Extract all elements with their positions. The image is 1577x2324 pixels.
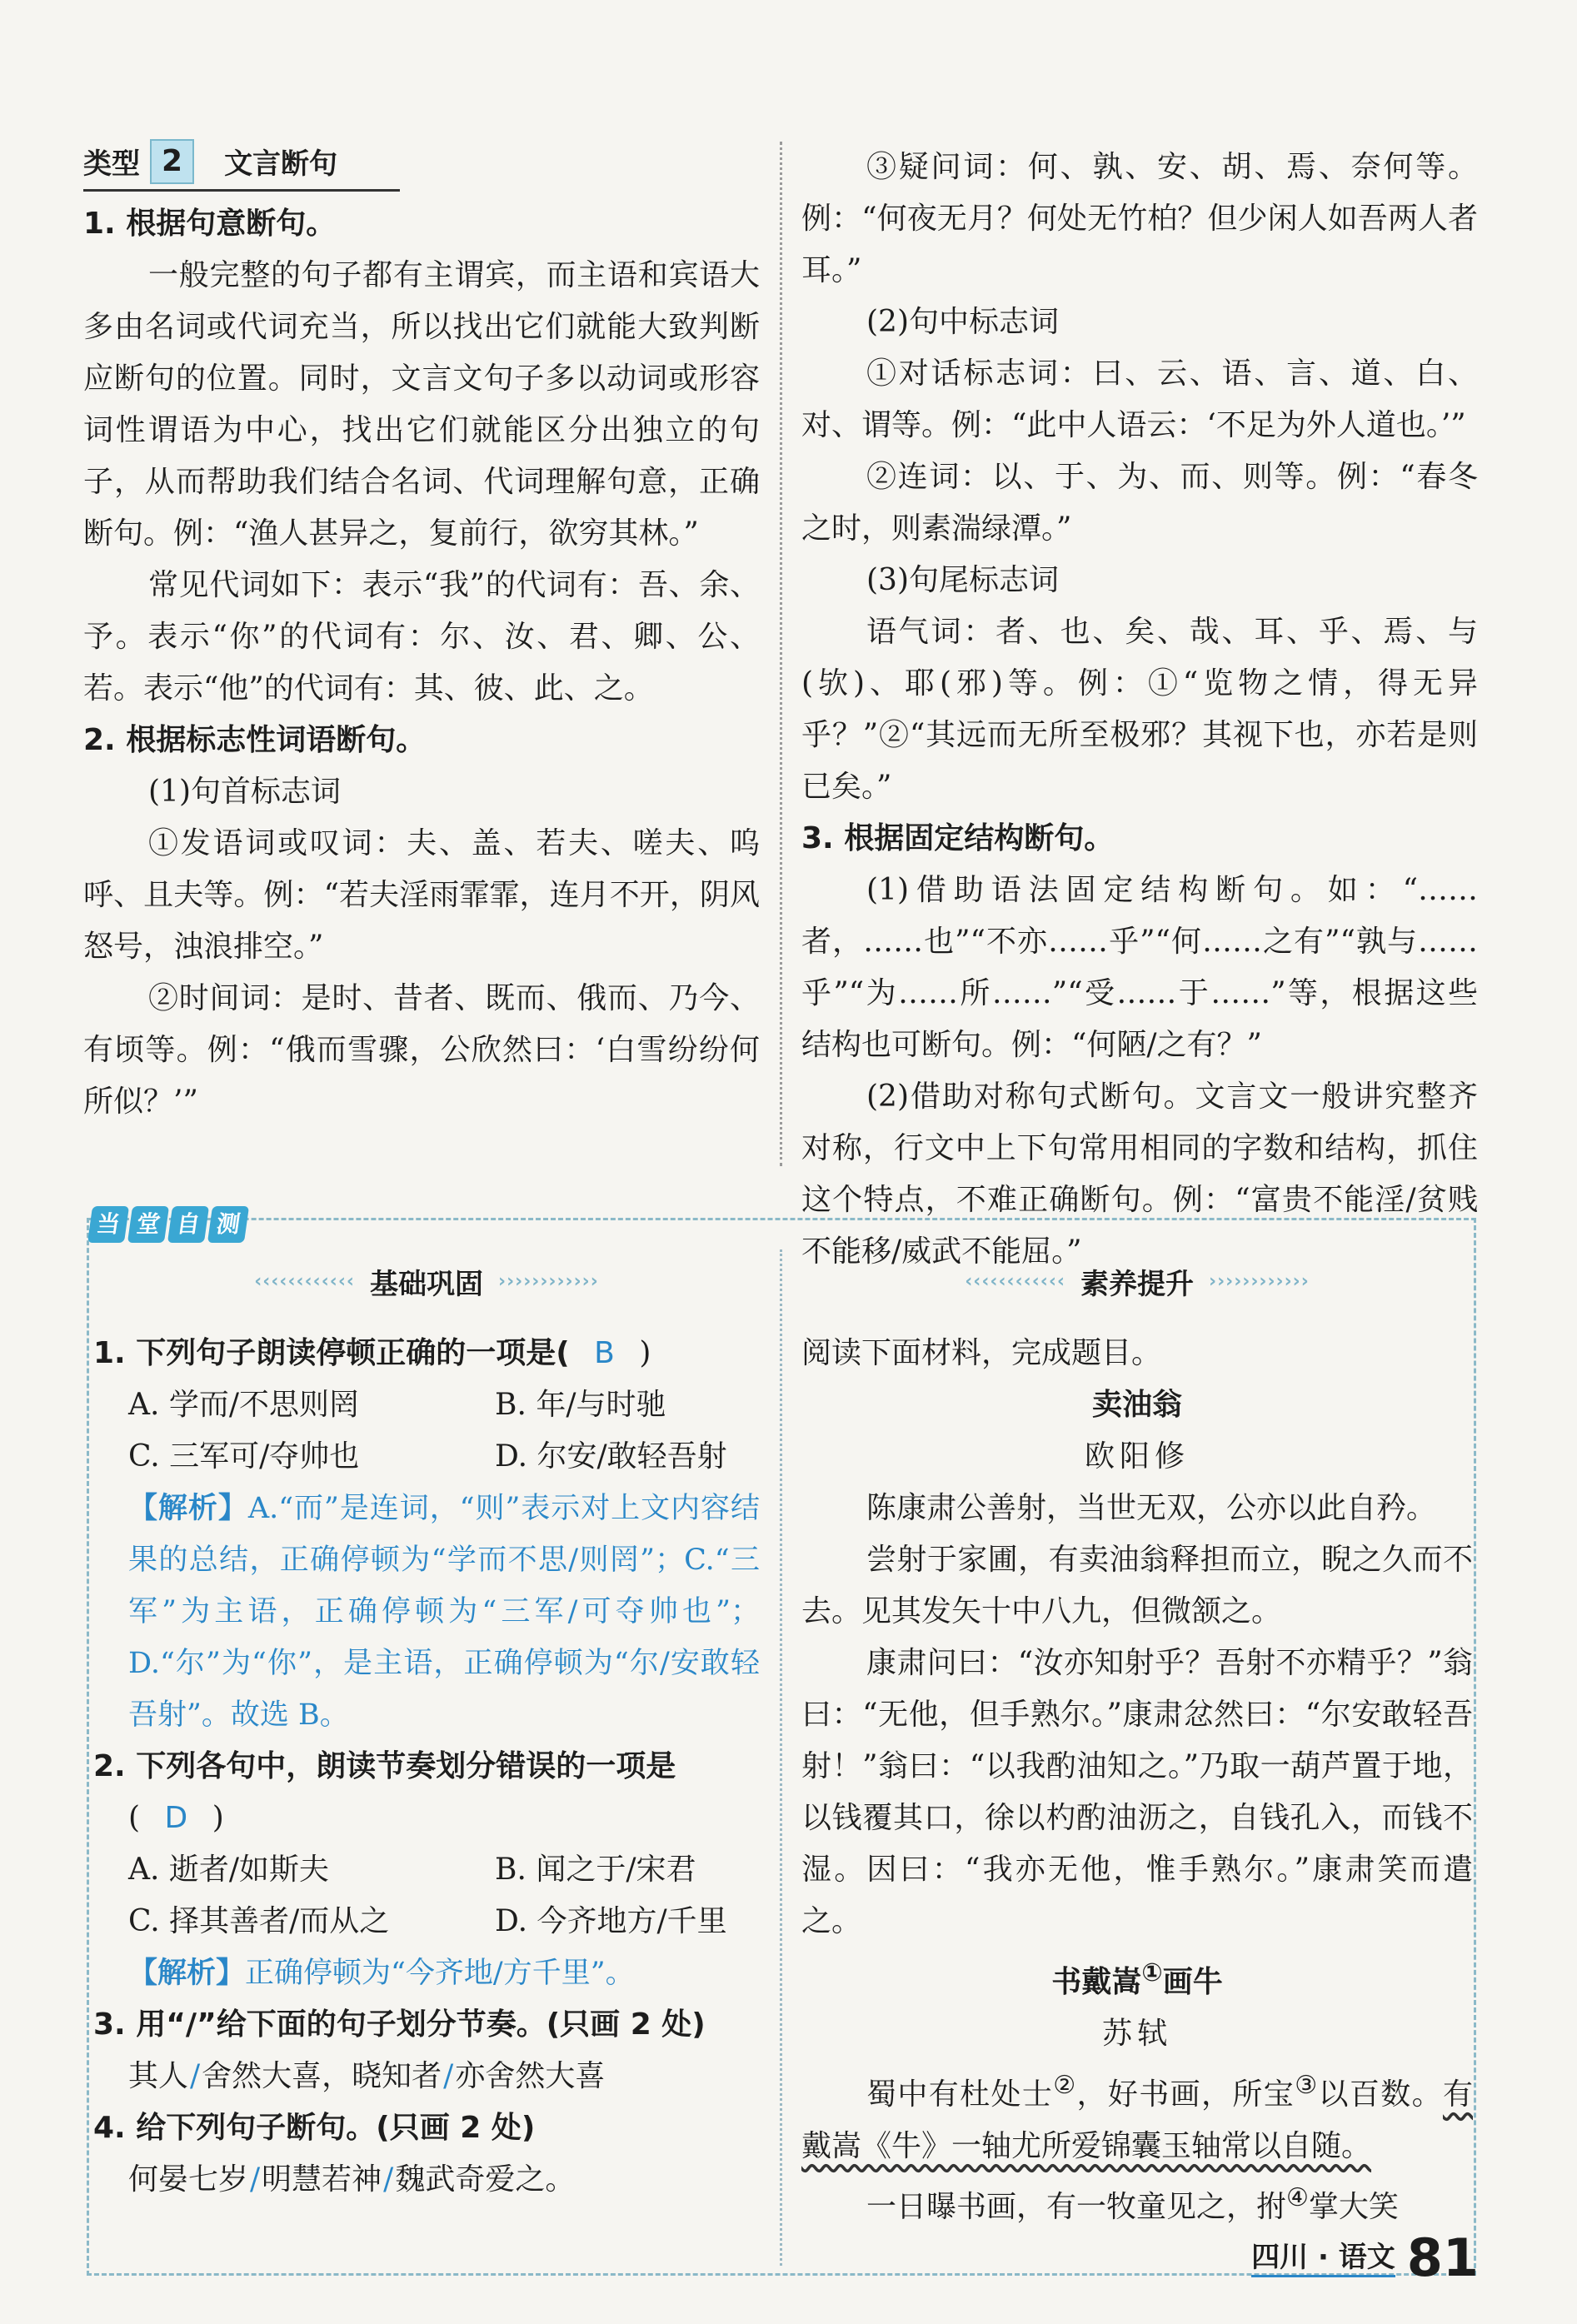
question-stem: 4. 给下列句子断句。(只画 2 处) <box>93 2111 536 2145</box>
options <box>93 1844 760 1947</box>
basic-exercises <box>93 1258 760 2206</box>
classic-author: 苏轼 <box>1101 2017 1172 2051</box>
left-column <box>83 133 760 1128</box>
question-stem: 2. 下列各句中，朗读节奏划分错误的一项是 <box>93 1749 676 1783</box>
paragraph: ①对话标志词：曰、云、语、言、道、白、对、谓等。例：“此中人语云：‘不足为外人道也。’” <box>801 357 1478 442</box>
paragraph: 常见代词如下：表示“我”的代词有：吾、余、予。表示“你”的代词有：尔、汝、君、卿、公、若。表示“他”的代词有：其、彼、此、之。 <box>83 568 760 706</box>
sentence-part: 亦舍然大喜 <box>455 2059 606 2093</box>
question-stem: 3. 用“/”给下面的句子划分节奏。(只画 2 处) <box>93 2007 706 2042</box>
analysis-tag: 【解析】 <box>128 1957 246 1990</box>
paragraph: ②连词：以、于、为、而、则等。例：“春冬之时，则素湍绿潭。” <box>801 460 1478 546</box>
paragraph: (1)借助语法固定结构断句。如：“……者，……也”“不亦……乎”“何……之有”“孰与……乎”“为……所……”“受……于……”等，根据这些结构也可断句。例：“何陋/之有？” <box>801 873 1478 1062</box>
option: B. 闻之于/宋君 <box>495 1853 696 1887</box>
section-title: 文言断句 <box>224 147 338 181</box>
question-3 <box>93 1999 760 2051</box>
wavy-underlined-sentence: 有戴嵩《牛》一轴尤所爱锦囊玉轴常以自随。 <box>801 2077 1473 2163</box>
options <box>93 1379 760 1483</box>
badge-char: 堂 <box>127 1206 169 1243</box>
option: D. 尔安/敢轻吾射 <box>495 1439 727 1474</box>
footnote-mark: ④ <box>1286 2183 1309 2212</box>
classic-paragraph: 尝射于家圃，有卖油翁释担而立，睨之久而不去。见其发矢十中八九，但微颔之。 <box>801 1543 1473 1628</box>
column-divider <box>780 142 782 1166</box>
text-run: 蜀中有杜处士 <box>866 2077 1054 2112</box>
section-number: 2 <box>150 139 194 184</box>
sentence-part: 魏武奇爱之。 <box>395 2162 576 2197</box>
badge-char: 自 <box>167 1206 209 1243</box>
text-run: 一日曝书画，有一牧童见之，拊 <box>866 2190 1287 2224</box>
band-arrows: ‹‹‹‹‹‹‹‹‹‹‹‹ <box>254 1270 355 1292</box>
in-class-test-badge <box>90 1206 250 1243</box>
classic-paragraph: 康肃问曰：“汝亦知射乎？吾射不亦精乎？”翁曰：“无他，但手熟尔。”康肃忿然曰：“尔安敢轻吾射！”翁曰：“以我酌油知之。”乃取一葫芦置于地，以钱覆其口，徐以杓酌油沥之，自钱孔入，而钱不湿。因曰：“我亦无他，惟手熟尔。”康肃笑而遣之。 <box>801 1646 1473 1938</box>
answer: B <box>594 1336 615 1370</box>
heading-3: 3. 根据固定结构断句。 <box>801 821 1115 855</box>
sentence-part: 舍然大喜，晓知者 <box>202 2059 442 2093</box>
heading-1: 1. 根据句意断句。 <box>83 207 337 241</box>
option: D. 今齐地方/千里 <box>495 1904 727 1938</box>
heading-2: 2. 根据标志性词语断句。 <box>83 723 427 757</box>
band-title: 基础巩固 <box>370 1267 483 1301</box>
pause-mark: / <box>190 2059 201 2093</box>
question-stem: 1. 下列句子朗读停顿正确的一项是( <box>93 1336 570 1370</box>
paren-close: ) <box>212 1801 224 1835</box>
classic-paragraph <box>801 2172 1473 2233</box>
sentence-part: 何晏七岁 <box>128 2162 249 2197</box>
badge-char: 测 <box>207 1206 249 1243</box>
option: C. 择其善者/而从之 <box>128 1904 390 1938</box>
pause-mark: / <box>383 2162 394 2197</box>
text-run: 掌大笑 <box>1308 2190 1399 2224</box>
band-title: 素养提升 <box>1080 1267 1194 1301</box>
question-4-sentence <box>93 2154 760 2206</box>
sentence-part: 明慧若神 <box>262 2162 382 2197</box>
band-advanced <box>801 1258 1473 1304</box>
paragraph: ③疑问词：何、孰、安、胡、焉、奈何等。例：“何夜无月？何处无竹柏？但少闲人如吾两人者耳。” <box>801 150 1478 287</box>
answer: D <box>164 1801 188 1835</box>
right-column <box>801 142 1478 1278</box>
paren-close: ) <box>639 1336 651 1370</box>
subheading: (3)句尾标志词 <box>866 563 1059 597</box>
footnote-mark: ② <box>1053 2071 1077 2100</box>
classic-author: 欧阳修 <box>1084 1439 1190 1474</box>
text-run: ，好书画，所宝 <box>1076 2077 1295 2112</box>
question-2-answer-line <box>93 1793 760 1844</box>
analysis-text: 正确停顿为“今齐地/方千里”。 <box>245 1957 635 1990</box>
paragraph: ①发语词或叹词：夫、盖、若夫、嗟夫、呜呼、且夫等。例：“若夫淫雨霏霏，连月不开，阴风怒号，浊浪排空。” <box>83 826 760 964</box>
footnote-mark: ① <box>1141 1958 1163 1987</box>
paragraph: 一般完整的句子都有主谓宾，而主语和宾语大多由名词或代词充当，所以找出它们就能大致判断应断句的位置。同时，文言文句子多以动词或形容词性谓语为中心，找出它们就能区分出独立的句子，从而帮助我们结合名词、代词理解句意，正确断句。例：“渔人甚异之，复前行，欲穷其林。” <box>83 258 760 551</box>
title-part: 书戴嵩 <box>1051 1965 1142 1999</box>
paragraph: (2)借助对称句式断句。文言文一般讲究整齐对称，行文中上下句常用相同的字数和结构，抓住这个特点，不难正确断句。例：“富贵不能淫/贫贱不能移/威武不能屈。” <box>801 1080 1478 1269</box>
pause-mark: / <box>250 2162 261 2197</box>
page-footer <box>1251 2227 1479 2288</box>
classic-title: 卖油翁 <box>1091 1388 1182 1422</box>
advanced-reading <box>801 1258 1473 2233</box>
band-arrows: ›››››››››››› <box>1209 1270 1310 1292</box>
sentence-part: 其人 <box>128 2059 189 2093</box>
analysis-tag: 【解析】 <box>128 1492 248 1525</box>
option: A. 逝者/如斯夫 <box>128 1853 330 1887</box>
analysis <box>93 1483 760 1741</box>
classic-title <box>801 1947 1473 2008</box>
footnote-mark: ③ <box>1295 2071 1319 2100</box>
text-run: 以百数。 <box>1318 2077 1443 2112</box>
classic-paragraph: 陈康肃公善射，当世无双，公亦以此自矜。 <box>866 1491 1437 1525</box>
subheading: (1)句首标志词 <box>148 775 341 809</box>
option: C. 三军可/夺帅也 <box>128 1439 360 1474</box>
badge-char: 当 <box>87 1206 129 1243</box>
analysis <box>93 1947 760 1999</box>
subheading: (2)句中标志词 <box>866 305 1059 339</box>
question-3-sentence <box>93 2051 760 2102</box>
question-1 <box>93 1328 760 1379</box>
section-header <box>83 133 400 192</box>
band-basic <box>93 1258 760 1304</box>
page-number: 81 <box>1406 2227 1479 2288</box>
title-part: 画牛 <box>1162 1965 1223 1999</box>
option: A. 学而/不思则罔 <box>128 1388 360 1422</box>
question-4 <box>93 2102 760 2154</box>
classic-paragraph <box>801 2060 1473 2172</box>
band-arrows: ‹‹‹‹‹‹‹‹‹‹‹‹ <box>965 1270 1065 1292</box>
paren-open: ( <box>128 1801 141 1835</box>
paragraph: ②时间词：是时、昔者、既而、俄而、乃今、有顷等。例：“俄而雪骤，公欣然曰：‘白雪纷纷何所似？’” <box>83 981 760 1119</box>
paragraph: 语气词：者、也、矣、哉、耳、乎、焉、与(欤)、耶(邪)等。例：①“览物之情，得无异乎？”②“其远而无所至极邪？其视下也，亦若是则已矣。” <box>801 615 1478 804</box>
band-arrows: ›››››››››››› <box>498 1270 599 1292</box>
analysis-text: A.“而”是连词，“则”表示对上文内容结果的总结，正确停顿为“学而不思/则罔”；C.“三军”为主语，正确停顿为“三军/可夺帅也”；D.“尔”为“你”，是主语，正确停顿为“尔/安敢轻吾射”。故选 B。 <box>128 1492 760 1732</box>
question-2 <box>93 1741 760 1793</box>
subject-label: 四川 · 语文 <box>1251 2234 1395 2277</box>
reading-intro: 阅读下面材料，完成题目。 <box>801 1336 1162 1370</box>
option: B. 年/与时驰 <box>495 1388 666 1422</box>
section-type-label: 类型 <box>83 147 140 181</box>
pause-mark: / <box>443 2059 454 2093</box>
